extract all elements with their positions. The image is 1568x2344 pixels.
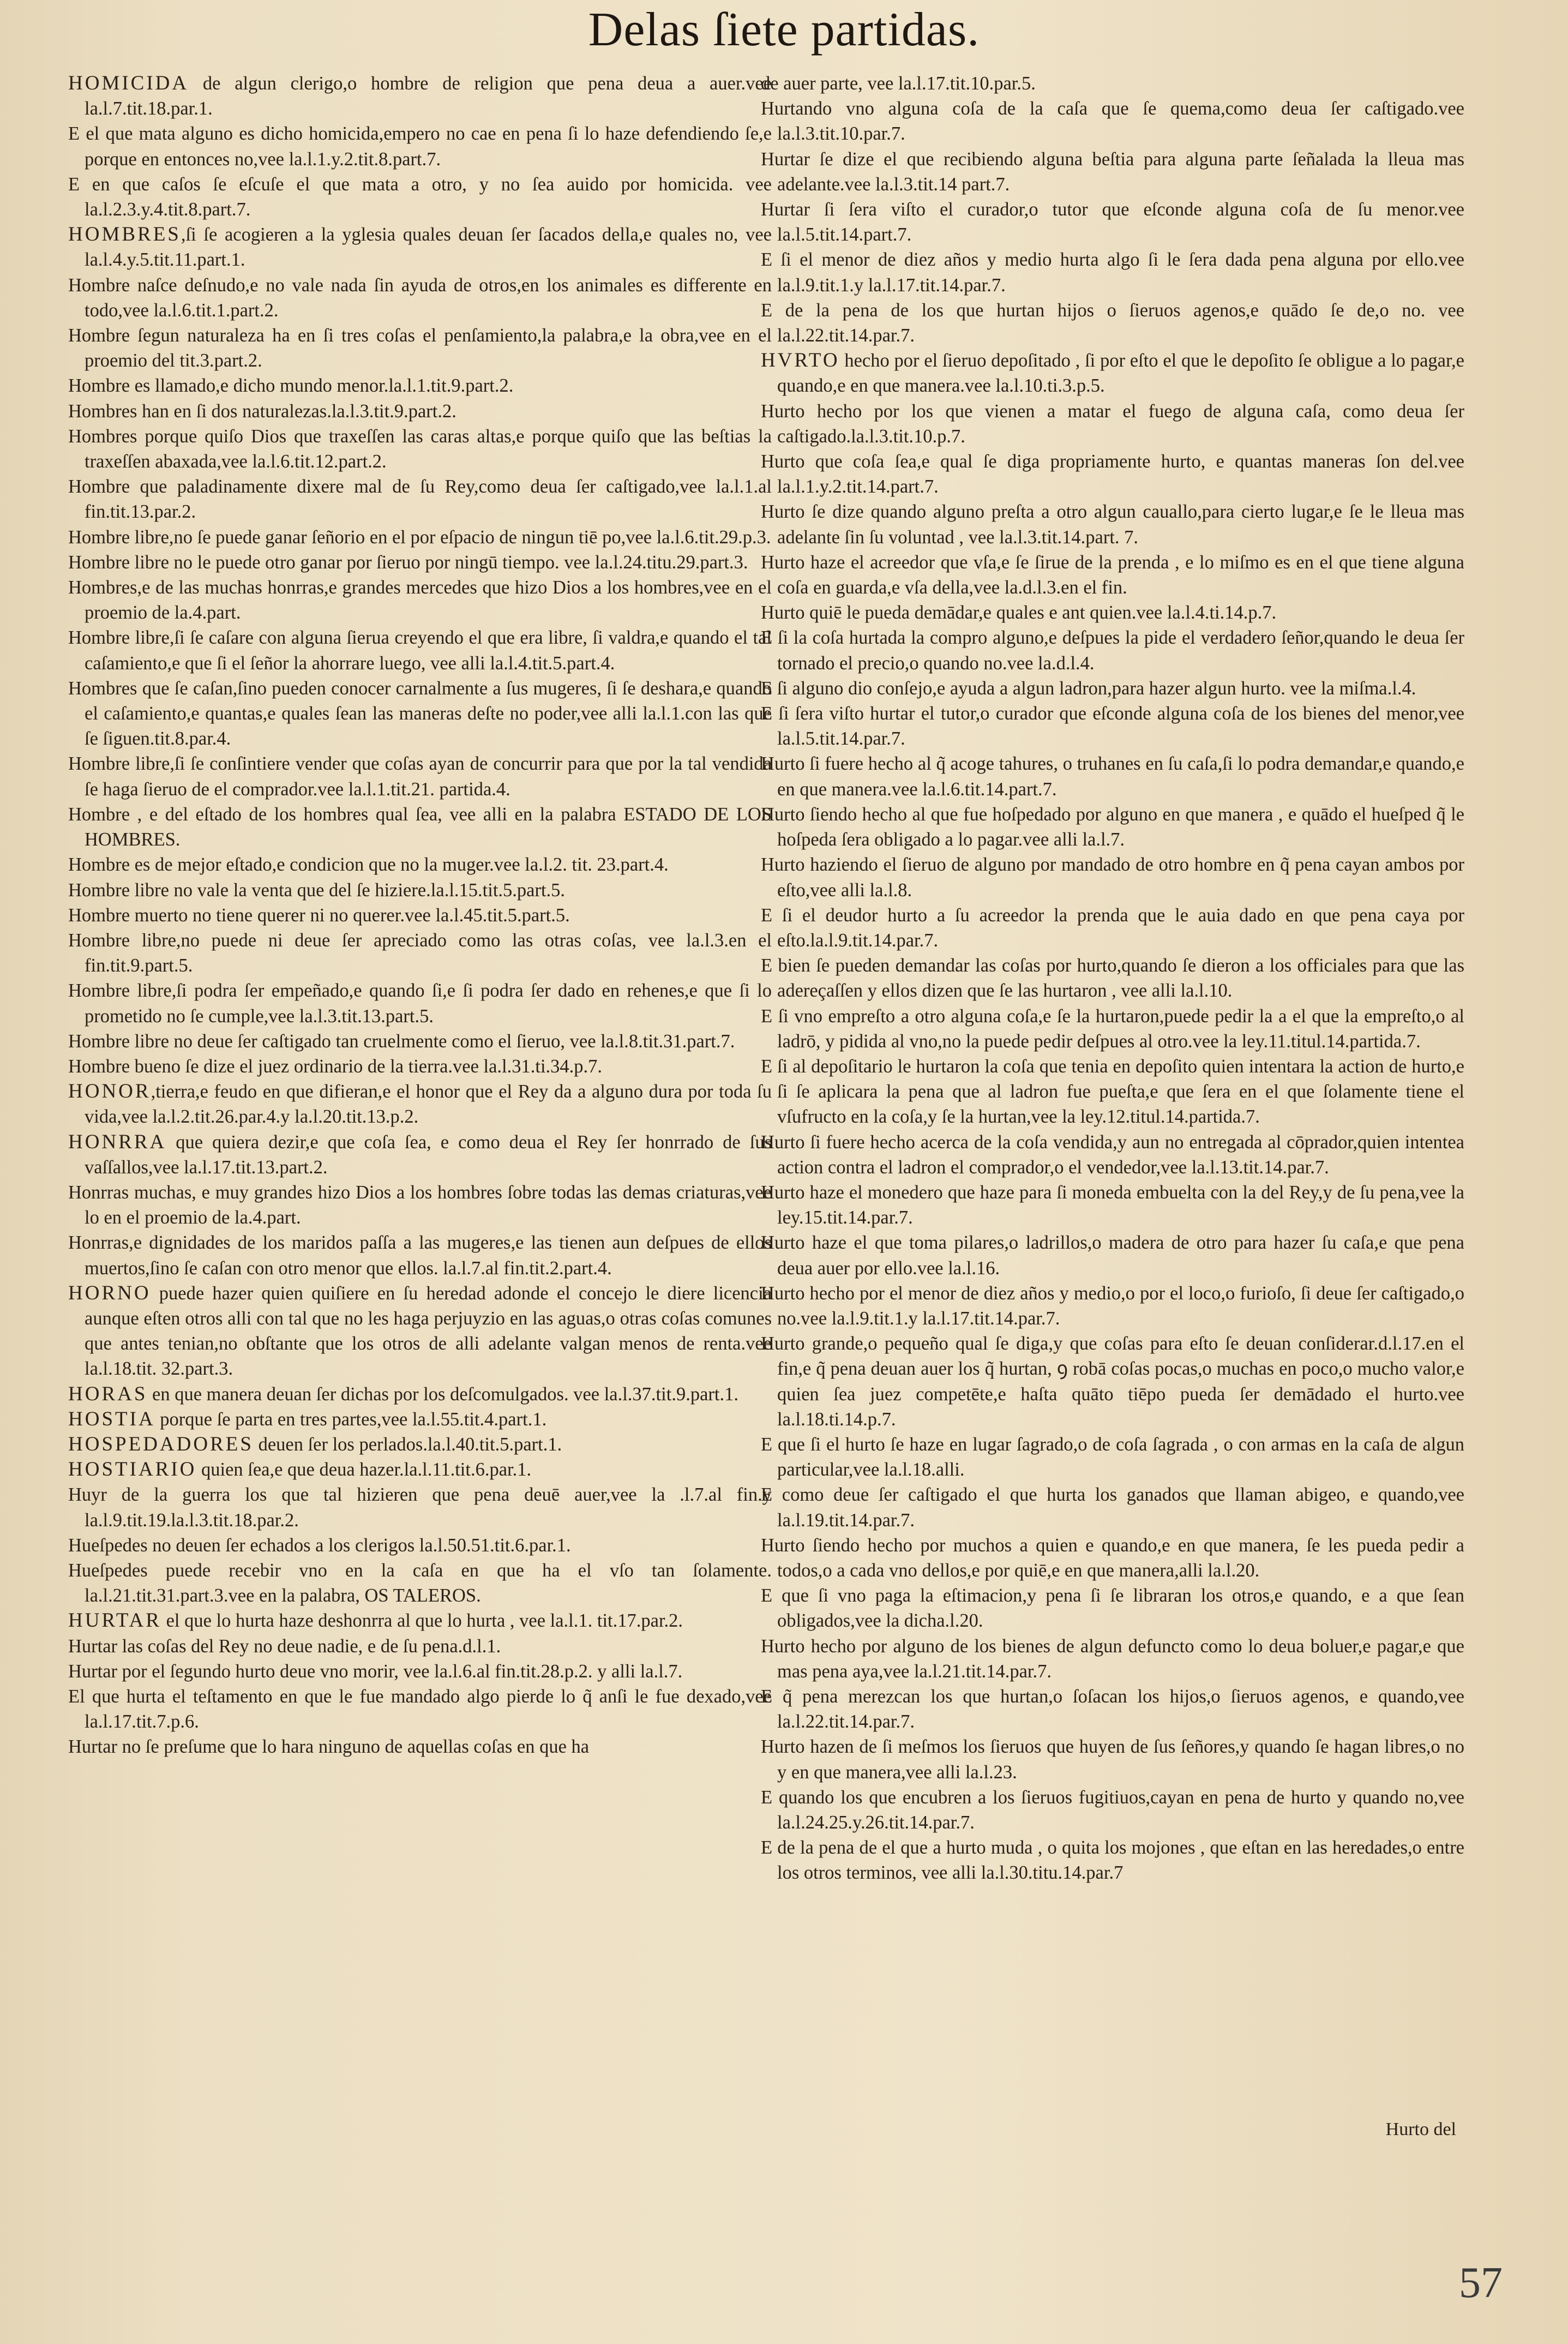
index-entry (68, 1407, 772, 1432)
entry-text: E en que caſos ſe eſcuſe el que mata a otro, y no ſea auido por homicida. vee la.l.2.3.y.4.tit.8.part.7. (68, 173, 772, 220)
index-entry (761, 348, 1464, 398)
index-entry (68, 1608, 772, 1633)
entry-text: E q̃ pena merezcan los que hurtan,o ſoſacan los hijos,o ſieruos agenos, e quando,vee la.l.22.tit.14.par.7. (761, 1686, 1464, 1732)
index-entry (68, 121, 772, 171)
index-entry (761, 1482, 1464, 1532)
index-entry (68, 1684, 772, 1734)
index-entry (68, 928, 772, 978)
entry-text: puede hazer quien quiſiere en ſu heredad adonde el concejo le diere licencia aunque eſten otros alli con tal que no les haga perjuyzio en las aguas,o otras coſas comunes que antes tenian,no obſtante que los otros de alli adelante valgan menos de renta.vee la.l.18.tit. 32.part.3. (85, 1282, 772, 1380)
index-entry (68, 1382, 772, 1407)
index-entry (761, 247, 1464, 297)
entry-keyword: HVRTO (761, 349, 840, 372)
index-entry (68, 625, 772, 675)
entry-keyword: HONRRA (68, 1130, 167, 1153)
entry-text: Hurto hazen de ſi meſmos los ſieruos que huyen de ſus ſeñores,y quando ſe hagan libres,o no y en que manera,vee alli la.l.23. (761, 1736, 1464, 1783)
entry-text: ,ſi ſe acogieren a la yglesia quales deuan ſer ſacados della,e quales no, vee la.l.4.y.5.tit.11.part.1. (85, 224, 772, 271)
page-title: Delas ſiete partidas. (588, 3, 980, 56)
index-entry (761, 1331, 1464, 1432)
index-entry (68, 424, 772, 474)
index-entry (761, 1634, 1464, 1684)
entry-text: E quando los que encubren a los ſieruos fugitiuos,cayan en pena de hurto y quando no,vee la.l.24.25.y.26.tit.14.par.7. (761, 1787, 1464, 1833)
entry-text: Hombre es llamado,e dicho mundo menor.la.l.1.tit.9.part.2. (68, 375, 514, 397)
entry-text: Hurto grande,o pequeño qual ſe diga,y que coſas para eſto ſe deuan conſiderar.d.l.17.en el fin,e q̃ pena deuan auer los q̃ hurtan, ꝯ robā coſas pocas,o muchas en poco,o mucho valor,e quien ſea juez competēte,e haſta quāto tiēpo pueda ſer demādado el hurto.vee la.l.18.ti.14.p.7. (761, 1333, 1464, 1430)
entry-text: Hurtar por el ſegundo hurto deue vno morir, vee la.l.6.al fin.tit.28.p.2. y alli la.l.7. (68, 1660, 683, 1682)
entry-text: E ſi el deudor hurto a ſu acreedor la prenda que le auia dado en que pena caya por eſto.la.l.9.tit.14.par.7. (761, 904, 1464, 951)
entry-text: Honrras,e dignidades de los maridos paſſa a las mugeres,e las tienen aun deſpues de ellos muertos,ſino ſe caſan con otro menor que ellos. la.l.7.al fin.tit.2.part.4. (68, 1232, 772, 1279)
entry-text: que quiera dezir,e que coſa ſea, e como deua el Rey ſer honrrado de ſus vaſſallos,vee la.l.17.tit.13.part.2. (85, 1131, 772, 1178)
entry-keyword: HOMBRES (68, 223, 181, 246)
entry-text: Hombre libre,no ſe puede ganar ſeñorio en el por eſpacio de ningun tiē po,vee la.l.6.tit.29.p.3. (68, 526, 771, 548)
entry-text: E ſi al depoſitario le hurtaron la coſa que tenia en depoſito quien intentara la action de hurto,e ſi ſe aplicara la pena que al ladron fue pueſta,e que ſera en el que ſolamente tiene el vſufructo en la coſa,y ſe la hurtan,vee la ley.12.titul.14.partida.7. (761, 1056, 1464, 1128)
entry-text: E el que mata alguno es dicho homicida,empero no cae en pena ſi lo haze defendiendo ſe,e porque en entonces no,vee la.l.1.y.2.tit.8.part.7. (68, 123, 772, 170)
index-entry (68, 1533, 772, 1558)
entry-text: E bien ſe pueden demandar las coſas por hurto,quando ſe dieron a los officiales para que las adereçaſſen y ellos dizen que ſe las hurtaron , vee alli la.l.10. (761, 955, 1464, 1002)
entry-keyword: HOMICIDA (68, 72, 189, 94)
entry-text: Hurtar ſi ſera viſto el curador,o tutor que eſconde alguna coſa de ſu menor.vee la.l.5.tit.14.part.7. (761, 199, 1464, 245)
index-entry (68, 978, 772, 1028)
entry-keyword: HOSTIARIO (68, 1458, 197, 1481)
entry-text: E que ſi el hurto ſe haze en lugar ſagrado,o de coſa ſagrada , o con armas en la caſa de algun particular,vee la.l.18.alli. (761, 1434, 1464, 1480)
index-entry (761, 676, 1464, 701)
index-entry (68, 373, 772, 398)
entry-text: Hurto que coſa ſea,e qual ſe diga propriamente hurto, e quantas maneras ſon del.vee la.l.1.y.2.tit.14.part.7. (761, 451, 1464, 497)
index-entry (761, 1054, 1464, 1130)
index-entry (68, 222, 772, 272)
entry-text: Hurto haziendo el ſieruo de alguno por mandado de otro hombre en q̃ pena cayan ambos por eſto,vee alli la.l.8. (761, 854, 1464, 901)
index-entry (761, 1432, 1464, 1482)
index-entry (68, 399, 772, 424)
entry-text: el que lo hurta haze deshonrra al que lo hurta , vee la.l.1. tit.17.par.2. (161, 1610, 683, 1632)
index-entry (761, 852, 1464, 902)
entry-text: Hombre ſegun naturaleza ha en ſi tres coſas el penſamiento,la palabra,e la obra,vee en el proemio del tit.3.part.2. (68, 325, 772, 371)
index-entry (761, 550, 1464, 600)
entry-text: Hurto ſi fuere hecho al q̃ acoge tahures, o truhanes en ſu caſa,ſi lo podra demandar,e quando,e en que manera.vee la.l.6.tit.14.part.7. (761, 753, 1464, 800)
entry-text: Hurto ſe dize quando alguno preſta a otro algun cauallo,para cierto lugar,e ſe le lleua mas adelante ſin ſu voluntad , vee la.l.3.tit.14.part. 7. (761, 501, 1464, 548)
index-entry (761, 903, 1464, 953)
right-column (761, 71, 1464, 1886)
index-entry (68, 1130, 772, 1180)
entry-text: deuen ſer los perlados.la.l.40.tit.5.part.1. (253, 1434, 562, 1455)
entry-text: Hueſpedes no deuen ſer echados a los clerigos la.l.50.51.tit.6.par.1. (68, 1534, 571, 1556)
entry-text: Hurto ſiendo hecho por muchos a quien e quando,e en que manera, ſe les pueda pedir a todos,o a cada vno dellos,e por quiē,e en que manera,alli la.l.20. (761, 1534, 1464, 1581)
index-entry (68, 1558, 772, 1608)
running-header (0, 0, 1568, 68)
entry-text: Hombre libre no deue ſer caſtigado tan cruelmente como el ſieruo, vee la.l.8.tit.31.part.7. (68, 1030, 735, 1052)
index-entry (68, 751, 772, 801)
index-entry (68, 878, 772, 903)
entry-keyword: HOSTIA (68, 1407, 155, 1430)
entry-text: Hurto hecho por el menor de diez años y medio,o por el loco,o furioſo, ſi deue ſer caſtigado,o no.vee la.l.9.tit.1.y la.l.17.tit.14.par.7. (761, 1282, 1464, 1329)
entry-text: Hombre muerto no tiene querer ni no querer.vee la.l.45.tit.5.part.5. (68, 904, 570, 926)
entry-text: E ſi la coſa hurtada la compro alguno,e deſpues la pide el verdadero ſeñor,quando le deua ſer tornado el precio,o quando no.vee la.d.l.4. (761, 627, 1464, 674)
index-entry (68, 1634, 772, 1659)
index-entry (68, 71, 772, 121)
entry-text: Hurtar no ſe preſume que lo hara ninguno de aquellas coſas en que ha (68, 1736, 590, 1758)
entry-text: quien ſea,e que deua hazer.la.l.11.tit.6.par.1. (196, 1459, 532, 1480)
index-entry (761, 197, 1464, 247)
entry-text: Hombre que paladinamente dixere mal de ſu Rey,como deua ſer caſtigado,vee la.l.1.al fin.tit.13.par.2. (68, 476, 772, 523)
index-entry (761, 1583, 1464, 1633)
entry-text: E de la pena de los que hurtan hijos o ſieruos agenos,e quādo ſe de,o no. vee la.l.22.tit.14.par.7. (761, 299, 1464, 346)
entry-text: E como deue ſer caſtigado el que hurta los ganados que llaman abigeo, e quando,vee la.l.19.tit.14.par.7. (761, 1484, 1464, 1531)
index-entry (761, 751, 1464, 801)
index-entry (761, 1230, 1464, 1280)
index-entry (761, 499, 1464, 549)
entry-text: E que ſi vno paga la eſtimacion,y pena ſi ſe libraran los otros,e quando, e a que ſean obligados,vee la dicha.l.20. (761, 1585, 1464, 1632)
index-entry (761, 802, 1464, 852)
entry-text: Hurto haze el que toma pilares,o ladrillos,o madera de otro para hazer ſu caſa,e que pena deua auer por ello.vee la.l.16. (761, 1232, 1464, 1279)
entry-text: Hombre libre,ſi ſe caſare con alguna ſierua creyendo el que era libre, ſi valdra,e quando el tal caſamiento,e que ſi el ſeñor la ahorrare luego, vee alli la.l.4.tit.5.part.4. (68, 627, 772, 674)
entry-text: ,tierra,e feudo en que difieran,e el honor que el Rey da a alguno dura por toda ſu vida,vee la.l.2.tit.26.par.4.y la.l.20.tit.13.p.2. (85, 1081, 772, 1128)
entry-text: Hurtar ſe dize el que recibiendo alguna beſtia para alguna parte ſeñalada la lleua mas adelante.vee la.l.3.tit.14 part.7. (761, 148, 1464, 195)
entry-text: Hombre libre no le puede otro ganar por ſieruo por ningū tiempo. vee la.l.24.titu.29.part.3. (68, 551, 748, 573)
index-entry (68, 1054, 772, 1079)
entry-keyword: HONOR (68, 1080, 151, 1103)
folio-number: 57 (1459, 2259, 1503, 2307)
index-entry (68, 1079, 772, 1129)
index-entry (68, 1482, 772, 1532)
index-entry (68, 575, 772, 625)
index-entry (761, 625, 1464, 675)
entry-text: E ſi alguno dio conſejo,e ayuda a algun ladron,para hazer algun hurto. vee la miſma.l.4. (761, 678, 1416, 699)
index-entry (68, 852, 772, 877)
index-entry (761, 600, 1464, 625)
entry-text: hecho por el ſieruo depoſitado , ſi por eſto el que le depoſito ſe obligue a lo pagar,e quando,e en que manera.vee la.l.10.ti.3.p.5. (777, 350, 1464, 397)
index-entry (761, 1785, 1464, 1835)
index-entry (761, 449, 1464, 499)
entry-text: Hurtar las coſas del Rey no deue nadie, e de ſu pena.d.l.1. (68, 1635, 501, 1657)
index-entry (761, 1835, 1464, 1885)
entry-text: Hurto quiē le pueda demādar,e quales e ant quien.vee la.l.4.ti.14.p.7. (761, 602, 1277, 624)
entry-text: El que hurta el teſtamento en que le fue mandado algo pierde lo q̃ anſi le fue dexado,vee la.l.17.tit.7.p.6. (68, 1686, 772, 1732)
entry-text: Hombres porque quiſo Dios que traxeſſen las caras altas,e porque quiſo que las beſtias la traxeſſen abaxada,vee la.l.6.tit.12.part.2. (68, 425, 772, 472)
entry-text: Huyr de la guerra los que tal hizieren que pena deuē auer,vee la .l.7.al fin.y la.l.9.tit.19.la.l.3.tit.18.par.2. (68, 1484, 772, 1531)
index-entry (68, 802, 772, 852)
index-entry (68, 1659, 772, 1684)
entry-text: Hombres que ſe caſan,ſino pueden conocer carnalmente a ſus mugeres, ſi ſe deshara,e quando el caſamiento,e quantas,e quales ſean las maneras deſte no poder,vee alli la.l.1.con las que ſe ſiguen.tit.8.par.4. (68, 678, 772, 750)
entry-keyword: HURTAR (68, 1609, 161, 1632)
index-entry (761, 71, 1464, 96)
index-entry (761, 1533, 1464, 1583)
entry-text: Hombre , e del eſtado de los hombres qual ſea, vee alli en la palabra ESTADO DE LOS HOMBRES. (68, 804, 772, 850)
index-entry (68, 273, 772, 323)
entry-text: porque ſe parta en tres partes,vee la.l.55.tit.4.part.1. (155, 1408, 547, 1430)
index-entry (68, 474, 772, 524)
left-column (68, 71, 772, 1760)
index-entry (761, 298, 1464, 348)
entry-text: de auer parte, vee la.l.17.tit.10.par.5. (761, 73, 1036, 94)
entry-text: Hombre es de mejor eſtado,e condicion que no la muger.vee la.l.2. tit. 23.part.4. (68, 854, 669, 876)
entry-keyword: HOSPEDADORES (68, 1432, 254, 1455)
index-entry (68, 1180, 772, 1230)
entry-text: de algun clerigo,o hombre de religion que pena deua a auer.vee la.l.7.tit.18.par.1. (85, 73, 772, 119)
entry-text: Hombre libre,ſi podra ſer empeñado,e quando ſi,e ſi podra ſer dado en rehenes,e que ſi lo prometido no ſe cumple,vee la.l.3.tit.13.part.5. (68, 980, 772, 1027)
index-entry (68, 1230, 772, 1280)
entry-text: E ſi vno empreſto a otro alguna coſa,e ſe la hurtaron,puede pedir la a el que la empreſto,o al ladrō, y pidida al vno,no la puede pedir deſpues al otro.vee la ley.11.titul.14.partida.7. (761, 1005, 1464, 1052)
index-entry (761, 1004, 1464, 1054)
index-entry (761, 1180, 1464, 1230)
index-entry (68, 676, 772, 752)
entry-text: Hurto hecho por alguno de los bienes de algun defuncto como lo deua boluer,e pagar,e que mas pena aya,vee la.l.21.tit.14.par.7. (761, 1635, 1464, 1682)
entry-text: Hombre bueno ſe dize el juez ordinario de la tierra.vee la.l.31.ti.34.p.7. (68, 1056, 603, 1077)
index-entry (761, 1281, 1464, 1331)
index-entry (761, 1734, 1464, 1784)
entry-text: Hurto ſiendo hecho al que fue hoſpedado por alguno en que manera , e quādo el hueſped q̃ le hoſpeda ſera obligado a lo pagar.vee alli la.l.7. (761, 804, 1464, 850)
entry-text: Hombres han en ſi dos naturalezas.la.l.3.tit.9.part.2. (68, 400, 456, 422)
index-entry (761, 1684, 1464, 1734)
index-entry (761, 399, 1464, 449)
entry-text: Hombre naſce deſnudo,e no vale nada ſin ayuda de otros,en los animales es differente en todo,vee la.l.6.tit.1.part.2. (68, 274, 772, 321)
index-entry (68, 903, 772, 928)
entry-text: en que manera deuan ſer dichas por los deſcomulgados. vee la.l.37.tit.9.part.1. (147, 1383, 738, 1405)
index-entry (68, 1457, 772, 1482)
entry-text: Hombres,e de las muchas honrras,e grandes mercedes que hizo Dios a los hombres,vee en el proemio de la.4.part. (68, 577, 772, 624)
entry-text: Hurto ſi fuere hecho acerca de la coſa vendida,y aun no entregada al cōprador,quien intentea action contra el ladron el comprador,o el vendedor,vee la.l.13.tit.14.par.7. (761, 1131, 1464, 1178)
entry-text: Hombre libre,no puede ni deue ſer apreciado como las otras coſas, vee la.l.3.en el fin.tit.9.part.5. (68, 930, 772, 976)
entry-text: E ſi el menor de diez años y medio hurta algo ſi le ſera dada pena alguna por ello.vee la.l.9.tit.1.y la.l.17.tit.14.par.7. (761, 249, 1464, 296)
index-entry (68, 1734, 772, 1759)
entry-keyword: HORNO (68, 1281, 151, 1304)
entry-text: Hombre libre,ſi ſe conſintiere vender que coſas ayan de concurrir para que por la tal vendida ſe haga ſieruo de el comprador.vee la.l.1.tit.21. partida.4. (68, 753, 772, 800)
entry-text: Hueſpedes puede recebir vno en la caſa en que ha el vſo tan ſolamente. la.l.21.tit.31.part.3.vee en la palabra, OS TALEROS. (68, 1560, 772, 1606)
index-entry (68, 525, 772, 550)
index-entry (761, 953, 1464, 1003)
index-entry (761, 147, 1464, 197)
entry-text: Honrras muchas, e muy grandes hizo Dios a los hombres ſobre todas las demas criaturas,vee lo en el proemio de la.4.part. (68, 1182, 772, 1228)
entry-keyword: HORAS (68, 1382, 148, 1405)
index-entry (761, 1130, 1464, 1180)
entry-text: Hombre libre no vale la venta que del ſe hiziere.la.l.15.tit.5.part.5. (68, 879, 566, 901)
index-entry (761, 701, 1464, 751)
entry-text: Hurto haze el acreedor que vſa,e ſe ſirue de la prenda , e lo miſmo es en el que tiene alguna coſa en guarda,e vſa della,vee la.d.l.3.en el fin. (761, 551, 1464, 598)
index-entry (68, 1029, 772, 1054)
entry-text: Hurtando vno alguna coſa de la caſa que ſe quema,como deua ſer caſtigado.vee la.l.3.tit.10.par.7. (761, 98, 1464, 145)
index-entry (68, 172, 772, 222)
index-entry (68, 323, 772, 373)
index-entry (68, 1281, 772, 1382)
entry-text: E ſi ſera viſto hurtar el tutor,o curador que eſconde alguna coſa de los bienes del menor,vee la.l.5.tit.14.par.7. (761, 703, 1464, 750)
entry-text: E de la pena de el que a hurto muda , o quita los mojones , que eſtan en las heredades,o entre los otros terminos, vee alli la.l.30.titu.14.par.7 (761, 1837, 1464, 1884)
entry-text: Hurto hecho por los que vienen a matar el fuego de alguna caſa, como deua ſer caſtigado.la.l.3.tit.10.p.7. (761, 400, 1464, 447)
index-entry (68, 1432, 772, 1457)
index-entry (761, 96, 1464, 146)
index-entry (68, 550, 772, 575)
entry-text: Hurto haze el monedero que haze para ſi moneda embuelta con la del Rey,y de ſu pena,vee la ley.15.tit.14.par.7. (761, 1182, 1464, 1228)
catchword: Hurto del (1385, 2119, 1456, 2139)
